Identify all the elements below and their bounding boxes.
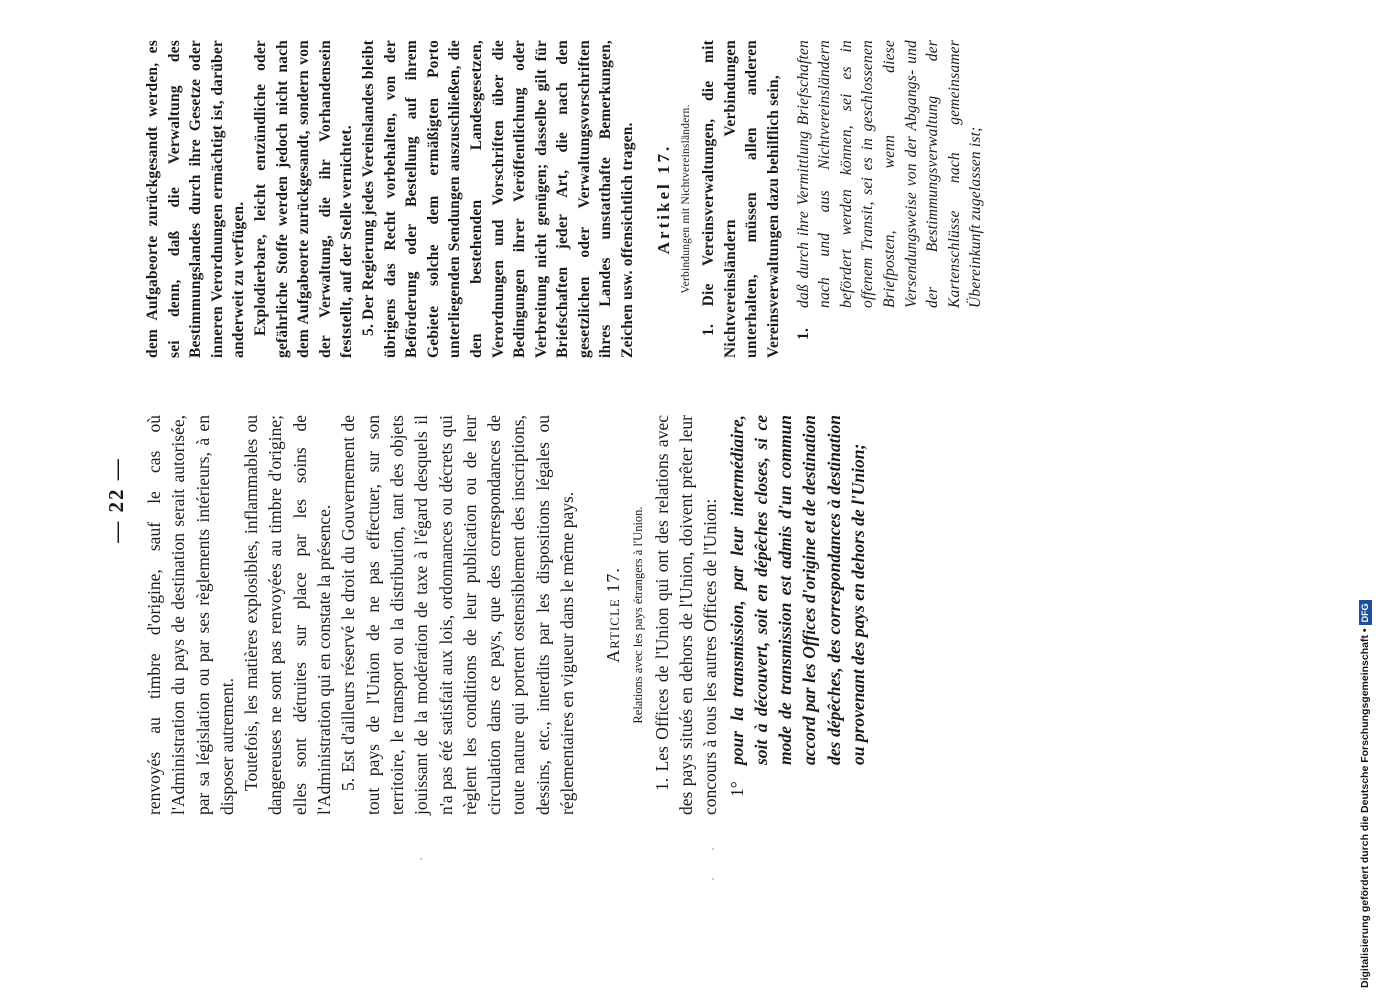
german-article-paragraph: 1. Die Vereinsverwaltungen, die mit Nichtvereinsländern Verbindungen unterhalten, müssen allen anderen Vereinsverwaltungen dazu behilflich sein,	[700, 40, 783, 358]
french-list-item-text: pour la transmission, par leur intermédiaire, soit à découvert, soit en dépêches closes, si ce mode de transmission est admis d'un commun accord par les Offices d'origine et de destination des dépêches, des correspondances à destination ou provenant des pays en dehors de l'Union;	[726, 415, 869, 765]
french-list-item	[725, 415, 871, 815]
french-paragraph-3: 5. Est d'ailleurs réservé le droit du Gouvernement de tout pays de l'Union de ne pas effectuer, sur son territoire, le transport ou la distribution, tant des objets jouissant de la modération de taxe à l'égard desquels il n'a pas été satisfait aux lois, ordonnances ou décrets qui règlent les conditions de leur publication ou de leur circulation dans ce pays, que des correspondances de toute nature qui portent ostensiblement des inscriptions, dessins, etc., interdits par les dispositions légales ou réglementaires en vigueur dans le même pays.	[338, 415, 578, 815]
french-column	[142, 415, 870, 815]
french-paragraph-2: Toutefois, les matières explosibles, inflammables ou dangereuses ne sont pas renvoyées au timbre d'origine; elles sont détruites sur place par les soins de l'Administration qui en constate la présence.	[241, 415, 335, 815]
french-article-subtitle: Relations avec les pays étrangers à l'Union.	[630, 506, 645, 724]
german-column	[142, 40, 987, 358]
german-paragraph-1: dem Aufgabeorte zurückgesandt werden, es sei denn, daß die Verwaltung des Bestimmungslandes durch ihre Gesetze oder inneren Verordnungen ermächtigt ist, darüber anderweit zu verfügen.	[144, 40, 248, 358]
french-paragraph-1: renvoyés au timbre d'origine, sauf le cas où l'Administration du pays de destination serait autorisée, par sa législation ou par ses règlements intérieurs, à en disposer autrement.	[144, 415, 237, 815]
german-list-item	[793, 40, 987, 358]
digitization-stamp	[1357, 12, 1373, 988]
german-article-title: Artikel 17.	[653, 143, 673, 255]
french-article-title: Article 17.	[603, 567, 624, 663]
dfg-logo: DFG	[1359, 600, 1372, 625]
paper-speck	[712, 878, 714, 880]
german-paragraph-2: Explodierbare, leicht entzündliche oder gefährliche Stoffe werden jedoch nicht nach dem Aufgabeorte zurückgesandt, sondern von der Verwaltung, die ihr Vorhandensein feststellt, auf der Stelle vernichtet.	[251, 40, 356, 358]
german-list-marker: 1.	[794, 327, 812, 340]
german-article-subtitle: Verbindungen mit Nichtvereinsländern.	[680, 104, 693, 294]
digitization-stamp-text: Digitalisierung gefördert durch die Deutsche Forschungsgemeinschaft •	[1359, 628, 1371, 988]
paper-speck	[712, 848, 714, 850]
page-number: — 22 —	[104, 457, 128, 543]
french-article-paragraph: 1. Les Offices de l'Union qui ont des relations avec des pays situés en dehors de l'Union, doivent prêter leur concours à tous les autres Offices de l'Union:	[651, 415, 721, 815]
french-list-marker: 1°	[726, 781, 747, 797]
german-list-item-text: daß durch ihre Vermittlung Briefschaften nach und aus Nichtvereinsländern befördert werden können, sei es in offenem Transit, sei es in geschlossenen Briefposten, wenn diese Versendungsweise von der Abgangs- und der Bestimmungsverwaltung der Kartenschlüsse nach gemeinsamer Übereinkunft zugelassen ist;	[794, 40, 985, 308]
german-paragraph-3: 5. Der Regierung jedes Vereinslandes bleibt übrigens das Recht vorbehalten, von der Beförderung oder Bestellung auf ihrem Gebiete solche dem ermäßigten Porto unterliegenden Sendungen auszuschließen, die den bestehenden Landesgesetzen, Verordnungen und Vorschriften über die Bedingungen ihrer Veröffentlichung oder Verbreitung nicht genügen; dasselbe gilt für Briefschaften jeder Art, die nach den gesetzlichen oder Verwaltungsvorschriften ihres Landes unstatthafte Bemerkungen, Zeichen usw. offensichtlich tragen.	[359, 40, 637, 358]
paper-speck	[420, 858, 422, 860]
